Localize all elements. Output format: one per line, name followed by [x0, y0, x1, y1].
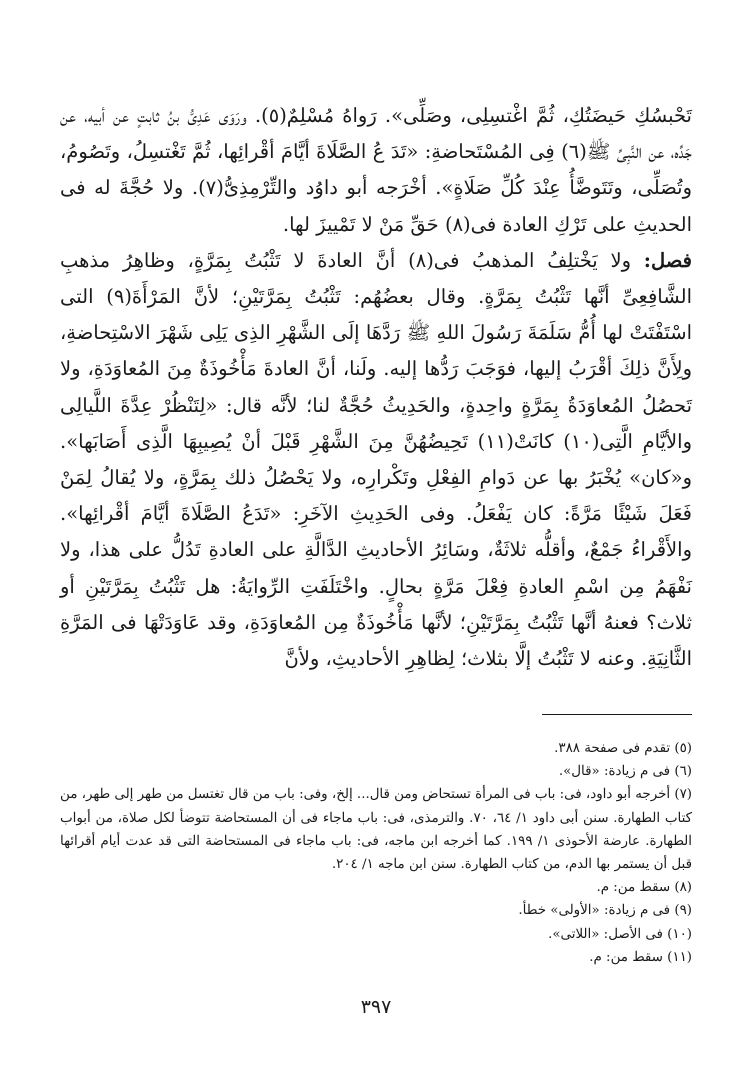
paragraph-1: [60, 98, 692, 243]
footnote-8: (٨) سقط من: م.: [596, 880, 692, 896]
footnotes: [60, 737, 692, 969]
main-text: [60, 98, 692, 677]
footnote-10: (١٠) فى الأصل: «اللاتى».: [548, 926, 692, 942]
paragraph-1-text: تَحْبسُكِ حَيضَتُكِ، ثُمَّ اغْتسِلِى، وصَلِّى». رَواهُ مُسْلِمٌ(٥). ورَوَى عَدِىُّ بنُ ثابتٍ عن أبيه، عن جَدِّه، عن النَّبِىِّ ﷺ(٦) فِى المُسْتَحاضةِ: «تَدَ عُ الصَّلَاةَ أيَّامَ أقْرائِها، ثُمَّ تَغْتسِلُ، وتَصُومُ، وتُصَلِّى، وتَتَوضَّأُ عِنْدَ كُلِّ صَلَاةٍ». أخْرَجه أبو داوُد والتِّرْمِذِىُّ(٧). ولا حُجَّةَ له فى الحديثِ على تَرْكِ العادة فى(٨) حَقِّ مَنْ لا تَمْييزَ لها.: [60, 104, 692, 236]
paragraph-2-text: ولا يَخْتلِفُ المذهبُ فى(٨) أنَّ العادةَ لا تَثْبُتُ بِمَرَّةٍ، وظاهِرُ مذهبِ الشَّافِعِىِّ أنَّها تَثْبُتُ بِمَرَّةٍ. وقال بعضُهُم: تَثْبُتُ بِمَرَّتَيْنِ؛ لأنَّ المَرْأَةَ(٩) التى اسْتَفْتَتْ لها أُمُّ سَلَمَةَ رَسُولَ اللهِ ﷺ رَدَّهَا إلَى الشَّهْرِ الذِى يَلِى شَهْرَ الاسْتِحاضةِ، ولِأَنَّ ذلِكَ أقْرَبُ إليها، فوَجَبَ رَدُّها إليه. ولَنا، أنَّ العادةَ مَأْخُوذَةٌ مِنَ المُعاوَدَةِ، ولا تَحصُلُ المُعاوَدَةُ بِمَرَّةٍ واحِدةٍ، والحَدِيثُ حُجَّةٌ لنا؛ لأنَّه قال: «لِتَنْظُرْ عِدَّةَ اللَّيالِى والأيَّامِ الَّتِى(١٠) كانَتْ(١١) تَحِيضُهُنَّ مِنَ الشَّهْرِ قَبْلَ أنْ يُصِيبِهَا الَّذِى أَصَابَها». و«كان» يُخْبَرُ بها عن دَوامِ الفِعْلِ وتَكْرارِه، ولا يَحْصُلُ ذلك بِمَرَّةٍ، ولا يُقالُ لِمَنْ فَعَلَ شَيْئًا مَرَّةً: كان يَفْعَلُ. وفى الحَدِيثِ الآخَرِ: «تَدَعُ الصَّلَاةَ أيَّامَ أقْرائِها». والأَقْراءُ جَمْعٌ، وأقلُّه ثلاثَةٌ، وسَائِرُ الأحاديثِ الدَّالَّةِ على العادةِ تَدُلُّ على هذا، ولا نَفْهَمُ مِن اسْمِ العادةِ فِعْلَ مَرَّةٍ بحالٍ. واخْتَلَفَتِ الرِّوايَةُ: هل تَثْبُتُ بِمَرَّتَيْنِ أو ثلاث؟ فعنهُ أنَّها تَثْبُتُ بِمَرَّتَيْنِ؛ لأنَّها مَأْخُوذَةٌ مِن المُعاوَدَةِ، وقد عَاوَدَتْهَا فى المَرَّةِ الثَّانِيَةِ. وعنه لا تَثْبُتُ إلَّا بثلاث؛ لِظاهِرِ الأحاديثِ، ولأنَّ: [60, 248, 692, 671]
footnote-separator: [542, 714, 692, 715]
footnote-7: (٧) أخرجه أبو داود، فى: باب فى المرأة تستحاض ومن قال... إلخ، وفى: باب من قال تغتسل من طهر إلى طهر، من كتاب الطهارة. سنن أبى داود ١/ ٦٤، ٧٠. والترمذى، فى: باب ماجاء فى أن المستحاضة تتوضأ لكل صلاة، من أبواب الطهارة. عارضة الأحوذى ١/ ١٩٩. كما أخرجه ابن ماجه، فى: باب ماجاء فى المستحاضة التى قد عدت أيام أقرائها قبل أن يستمر بها الدم، من كتاب الطهارة. سنن ابن ماجه ١/ ٢٠٤.: [60, 787, 692, 873]
page-number: ٣٩٧: [360, 996, 392, 1018]
footnote-9: (٩) فى م زيادة: «الأولى» خطأ.: [518, 903, 692, 919]
footnote-11: (١١) سقط من: م.: [589, 949, 692, 965]
footnote-6: (٦) فى م زيادة: «قال».: [558, 764, 692, 780]
paragraph-2: [60, 243, 692, 677]
section-heading-fasl: فصل:: [643, 248, 692, 272]
footnote-5: (٥) تقدم فى صفحة ٣٨٨.: [554, 741, 692, 756]
